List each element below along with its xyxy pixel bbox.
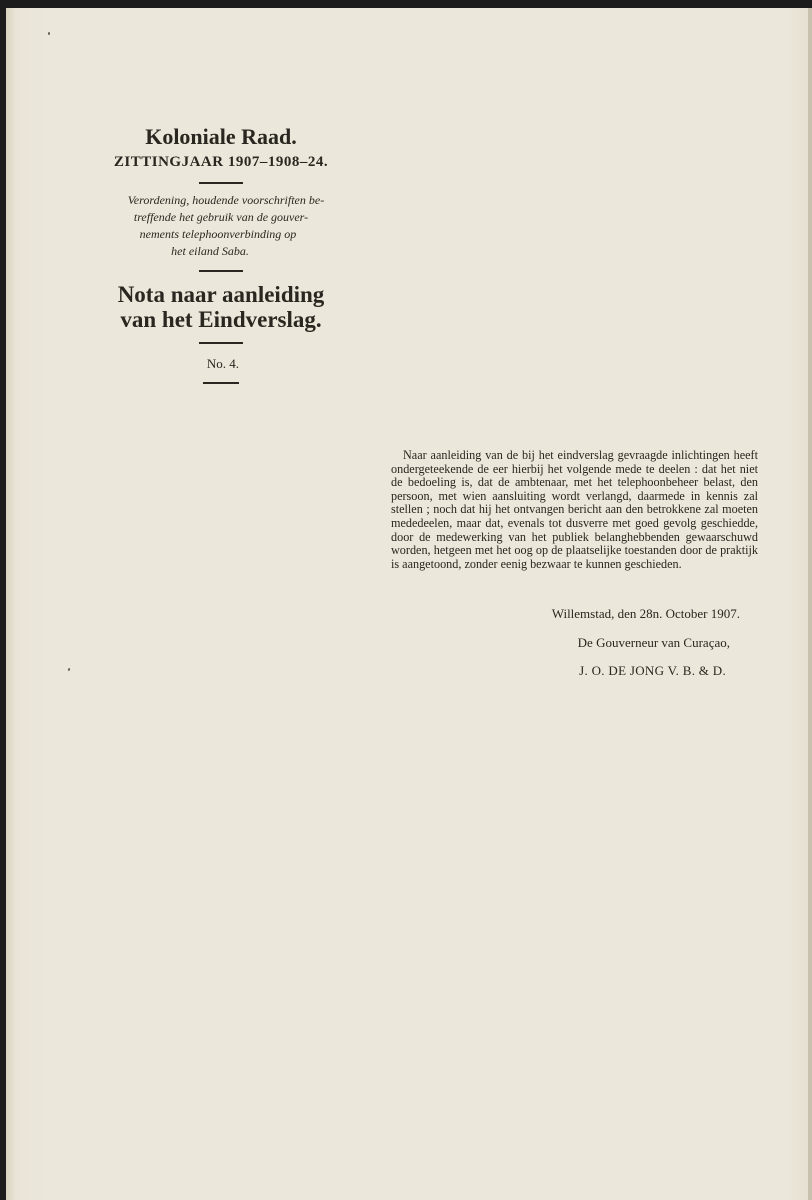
document-title-line: van het Eindverslag.	[120, 307, 322, 332]
document-title-line: Nota naar aanleiding	[117, 282, 325, 307]
document-number: No. 4.	[206, 356, 240, 371]
subject-line: Verordening, houdende voorschriften be-	[127, 193, 325, 207]
document-title	[86, 282, 356, 332]
divider-rule	[199, 342, 243, 344]
subject-line: treffende het gebruik van de gouver-	[133, 210, 309, 224]
divider-rule	[199, 182, 243, 184]
paper-speck	[68, 668, 71, 672]
subject-line: nements telephoonverbinding op	[139, 227, 297, 241]
divider-rule	[199, 270, 243, 272]
document-page	[6, 8, 812, 1200]
signatory-office: De Gouverneur van Curaçao,	[577, 635, 730, 650]
page-edge	[808, 8, 812, 1200]
signatory-name: J. O. DE JONG V. B. & D.	[579, 663, 726, 678]
session-year: ZITTINGJAAR 1907–1908–24.	[113, 154, 329, 170]
body-paragraph: Naar aanleiding van de bij het eindverslag gevraagde inlichtingen heeft ondergeteekende de eer hierbij het volgende mede te deelen : dat het niet de bedoeling is, dat de ambtenaar, met het telephoonbeheer belast, den persoon, met wien aansluiting wordt verlangd, daarmede in kennis zal stellen ; noch dat hij het ontvangen bericht aan den betrokkene zal moeten mededeelen, maar dat, evenals tot dusverre met goed gevolg geschiedde, door de medewerking van het publiek belanghebbenden gewaarschuwd worden, hetgeen met het oog op de plaatselijke toestanden door de praktijk is aangetoond, zonder eenig bezwaar te kunnen geschieden.	[391, 448, 758, 571]
paper-speck	[48, 32, 50, 35]
place-date: Willemstad, den 28n. October 1907.	[551, 606, 740, 621]
subject-line: het eiland Saba.	[171, 244, 249, 258]
title-block	[86, 124, 356, 384]
divider-rule	[203, 382, 239, 384]
subject-description	[86, 192, 356, 260]
body-text	[391, 449, 758, 571]
council-title: Koloniale Raad.	[145, 124, 297, 149]
